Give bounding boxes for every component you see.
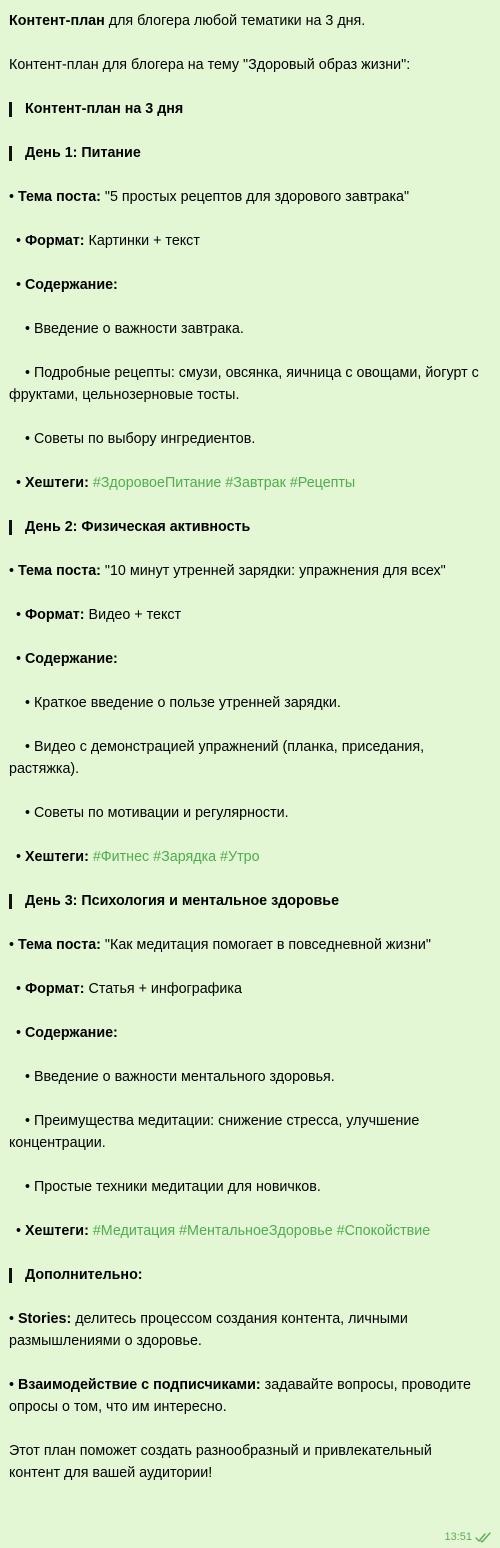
heading-day-2 [9,516,488,538]
hashtags-label: Хештеги: [24,475,89,491]
content-label: Содержание: [24,1025,118,1041]
intro [9,10,488,76]
extra-interaction: • Взаимодействие с подписчиками: задавайте вопросы, проводите опросы о том, что им интересно. [9,1377,471,1415]
hashtags-links[interactable]: #ЗдоровоеПитание #Завтрак #Рецепты [88,475,356,491]
format-label: Формат: [24,607,85,623]
heading-extra [9,1264,488,1286]
interaction-text: задавайте вопросы, проводите опросы о том, что им интересно. [9,1377,471,1415]
message-time: 13:51 [444,1531,472,1543]
day-1-content-item-2 [9,362,488,406]
hashtags-links[interactable]: #Фитнес #Зарядка #Утро [88,849,260,865]
intro-subtitle: Контент-план для блогера на тему "Здоровый образ жизни": [9,57,411,73]
day-2-format: • Формат: Видео + текст [16,607,182,623]
extra-stories: • Stories: делитесь процессом создания контента, личными размышлениями о здоровье. [9,1311,408,1349]
topic-value: "5 простых рецептов для здорового завтрака" [100,189,410,205]
day-2-content-item-3: • Советы по мотивации и регулярности. [25,805,289,821]
day-1-content-item-3: • Советы по выбору ингредиентов. [25,431,256,447]
intro-title-bold: Контент-план [9,13,105,29]
intro-title [9,10,488,32]
day-3-content-item-3: • Простые техники медитации для новичков. [25,1179,321,1195]
day-3-content-label: • Содержание: [16,1025,118,1041]
heading-bar-icon [9,520,12,535]
content-label: Содержание: [24,277,118,293]
topic-label: Тема поста: [17,189,101,205]
content-label: Содержание: [24,651,118,667]
heading-day-3-text: День 3: Психология и ментальное здоровье [25,893,340,909]
heading-day-2-text: День 2: Физическая активность [25,519,251,535]
hashtags-links[interactable]: #Медитация #МентальноеЗдоровье #Спокойствие [88,1223,431,1239]
day-1-content-label: • Содержание: [16,277,118,293]
day-1-content-item-2-text: • Подробные рецепты: смузи, овсянка, яичница с овощами, йогурт с фруктами, цельнозерновые тосты. [9,365,479,403]
day-1-content-item-1: • Введение о важности завтрака. [25,321,244,337]
day-1-format: • Формат: Картинки + текст [16,233,200,249]
topic-label: Тема поста: [17,563,101,579]
day-2-topic: • Тема поста: "10 минут утренней зарядки: упражнения для всех" [9,563,446,579]
day-2-content-item-2 [9,736,488,780]
topic-value: "10 минут утренней зарядки: упражнения для всех" [100,563,446,579]
heading-plan-text: Контент-план на 3 дня [25,101,184,117]
day-3-format: • Формат: Статья + инфографика [16,981,242,997]
stories-label: Stories: [17,1311,72,1327]
stories-text: делитесь процессом создания контента, личными размышлениями о здоровье. [9,1311,408,1349]
day-1-topic: • Тема поста: "5 простых рецептов для здорового завтрака" [9,189,410,205]
interaction-label: Взаимодействие с подписчиками: [17,1377,261,1393]
hashtags-label: Хештеги: [24,1223,89,1239]
format-value: Статья + инфографика [84,981,242,997]
format-value: Картинки + текст [84,233,200,249]
day-3-content-item-2 [9,1110,488,1154]
topic-value: "Как медитация помогает в повседневной жизни" [100,937,431,953]
message-meta [444,1530,492,1544]
format-value: Видео + текст [84,607,182,623]
day-2-content-item-1: • Краткое введение о пользе утренней зарядки. [25,695,341,711]
day-2-content-item-2-text: • Видео с демонстрацией упражнений (планка, приседания, растяжка). [9,739,425,777]
double-check-icon [475,1532,492,1543]
closing-text: Этот план поможет создать разнообразный и привлекательный контент для вашей аудитории! [9,1443,432,1481]
day-3-content-item-1: • Введение о важности ментального здоровья. [25,1069,335,1085]
heading-bar-icon [9,102,12,117]
day-3-topic: • Тема поста: "Как медитация помогает в повседневной жизни" [9,937,431,953]
day-3-content-item-2-text: • Преимущества медитации: снижение стресса, улучшение концентрации. [9,1113,420,1151]
hashtags-label: Хештеги: [24,849,89,865]
day-3-hashtags: • Хештеги: #Медитация #МентальноеЗдоровье #Спокойствие [16,1223,431,1239]
heading-day-1-text: День 1: Питание [25,145,141,161]
heading-plan [9,98,488,120]
format-label: Формат: [24,233,85,249]
day-2-content-label: • Содержание: [16,651,118,667]
topic-label: Тема поста: [17,937,101,953]
heading-extra-text: Дополнительно: [25,1267,143,1283]
intro-title-rest: для блогера любой тематики на 3 дня. [104,13,366,29]
heading-bar-icon [9,146,12,161]
format-label: Формат: [24,981,85,997]
heading-day-3 [9,890,488,912]
heading-bar-icon [9,1268,12,1283]
day-2-hashtags: • Хештеги: #Фитнес #Зарядка #Утро [16,849,260,865]
day-1-hashtags: • Хештеги: #ЗдоровоеПитание #Завтрак #Рецепты [16,475,356,491]
heading-bar-icon [9,894,12,909]
heading-day-1 [9,142,488,164]
